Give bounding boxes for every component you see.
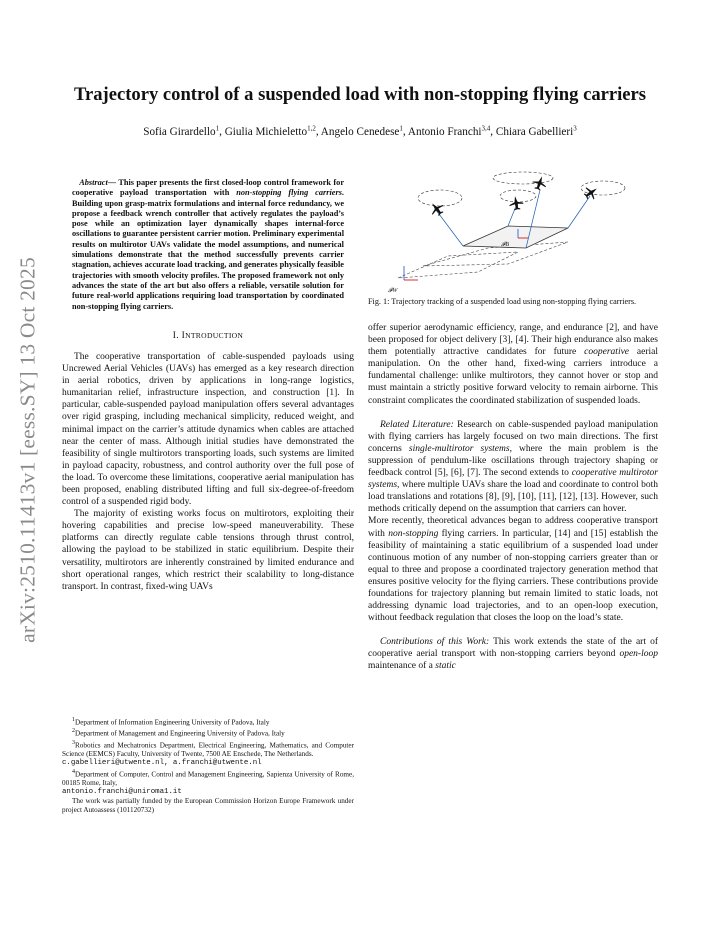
figure-caption: Fig. 1: Trajectory tracking of a suspended load using non-stopping flying carriers. bbox=[368, 297, 637, 306]
fixed-wing-carrier-icon bbox=[427, 199, 447, 219]
footnote: $^3$Robotics and Mechatronics Department, Electrical Engineering, Mathematics, and Computer Science (EEMCS) Faculty, University of Twente, 7500 AE Enschede, The Netherlands. bbox=[62, 739, 354, 758]
carrier-orbit bbox=[581, 181, 625, 195]
arxiv-id: arXiv:2510.11413v1 [eess.SY] 13 Oct 2025 bbox=[15, 257, 40, 643]
world-frame-label: 𝓕W bbox=[388, 288, 398, 294]
figure-1 bbox=[368, 168, 658, 315]
paper-title: Trajectory control of a suspended load with non-stopping flying carriers bbox=[73, 84, 647, 105]
contributions-paragraph: Contributions of this Work: This work extends the state of the art of cooperative aerial transport with non-stopping carriers beyond open-loop maintenance of a static bbox=[368, 637, 658, 672]
arxiv-sidebar-stamp bbox=[8, 230, 48, 670]
section-heading-introduction: I. INTRODUCTION bbox=[172, 330, 244, 341]
body-paragraph: offer superior aerodynamic efficiency, range, and endurance [2], and have been proposed for object delivery [3], [4]. Their high endurance also makes them potentially attractive candidates for future cooperative aerial manipulation. On the other hand, fixed-wing carriers introduce a fundamental challenge: unlike multirotors, they cannot hover or stop and must maintain a strictly positive forward velocity to remain airborne. This constraint complicates the coordinated stabilization of suspended loads. bbox=[368, 323, 658, 406]
cable bbox=[568, 196, 590, 228]
abstract: Abstract— This paper presents the first closed-loop control framework for cooperative payload transportation with non-stopping flying carriers. Building upon grasp-matrix formulations and internal force redundancy, we propose a feedback wrench controller that actively regulates the payload’s pose while an optimization layer dynamically shapes internal-force oscillations to guarantee persistent carrier motion. Preliminary experimental results on multirotor UAVs validate the model assumptions, and numerical simulations demonstrate that the method successfully prevents carrier stagnation, achieves accurate load tracking, and generates physically feasible trajectories with smooth velocity profiles. The proposed framework not only advances the state of the art but also offers a reliable, versatile solution for future real-world applications requiring load transportation by coordinated non-stopping flying carriers. bbox=[72, 178, 344, 311]
related-literature-paragraph: Related Literature: Research on cable-suspended payload manipulation with flying carriers has largely focused on two main directions. The first concerns single-multirotor systems, where the main problem is the suppression of pendulum-like oscillations through trajectory shaping or feedback control [5], [6], [7]. The second extends to cooperative multirotor systems, where multiple UAVs share the load and coordinate to control both load translations and rotations [8], [9], [10], [11], [12], [13]. However, such methods critically depend on the assumption that carriers can hover. bbox=[368, 419, 658, 515]
footnote: $^4$Department of Computer, Control and Management Engineering, Sapienza University of Rome, 00185 Rome, Italy, bbox=[62, 768, 354, 787]
author: Angelo Cenedese$^1$ bbox=[320, 124, 403, 138]
author: Giulia Michieletto$^{1,2}$ bbox=[224, 124, 316, 138]
fixed-wing-carrier-icon bbox=[508, 195, 524, 211]
footnote-email: c.gabellieri@utwente.nl, a.franchi@utwente.nl bbox=[62, 758, 262, 767]
trajectory-illustration bbox=[368, 168, 658, 296]
right-column bbox=[368, 322, 658, 673]
cable bbox=[436, 210, 463, 246]
funding-note: The work was partially funded by the European Commission Horizon Europe Framework under project Autoassess (101120732) bbox=[62, 796, 354, 814]
body-paragraph: More recently, theoretical advances began to address cooperative transport with non-stopping flying carriers. In particular, [14] and [15] establish the feasibility of maintaining a static equilibrium of a suspended load under continuous motion of any number of non-stopping carriers greater than or equal to three and propose a coordinated trajectory generation method that ensures positive velocity for the flying carriers. These contributions provide foundations for trajectory planning but remain limited to static loads, not addressing dynamic load trajectories, and to an open-loop execution, without feedback regulation that closes the loop on the load’s state. bbox=[368, 516, 658, 624]
fixed-wing-carrier-icon bbox=[531, 174, 549, 192]
carrier-orbit bbox=[418, 190, 462, 206]
carrier-orbit bbox=[493, 172, 553, 184]
left-column bbox=[62, 178, 354, 593]
footnotes bbox=[62, 716, 354, 815]
footnote: $^2$Department of Management and Engineering University of Padova, Italy bbox=[72, 728, 285, 738]
author: Chiara Gabellieri$^3$ bbox=[495, 124, 577, 138]
footnote: $^1$Department of Information Engineering University of Padova, Italy bbox=[72, 717, 270, 727]
footnote-email: antonio.franchi@uniroma1.it bbox=[62, 787, 182, 796]
author-list: Sofia Girardello$^1$, Giulia Michieletto$^{1,2}$, Angelo Cenedese$^1$, Antonio Franchi$^{3,4}$, Chiara Gabellieri$^3$ bbox=[143, 124, 577, 138]
body-frame-label: 𝓕B bbox=[501, 242, 510, 248]
suspended-load bbox=[463, 226, 568, 248]
carrier-orbit bbox=[500, 190, 536, 202]
fixed-wing-carrier-icon bbox=[581, 183, 600, 202]
intro-paragraph: The majority of existing works focus on multirotors, exploiting their hovering capabilities and precise low-speed maneuverability. These platforms can directly regulate cable tensions through thrust control, allowing the payload to be stabilized in static equilibrium. Despite their versatility, multirotors are inherently constrained by limited endurance and short operational ranges, which restrict their scalability to long-distance transport. In contrast, fixed-wing UAVs bbox=[62, 509, 354, 592]
intro-paragraph: The cooperative transportation of cable-suspended payloads using Uncrewed Aerial Vehicles (UAVs) has emerged as a key research direction in aerial robotics, driven by applications in long-range logistics, humanitarian relief, infrastructure inspection, and construction [1]. In particular, cable-suspended payload manipulation offers several advantages over rigid grasping, including mechanical simplicity, reduced weight, and minimal impact on the carrier’s attitude dynamics when cables are attached near the center of mass. Although initial studies have demonstrated the feasibility of single multirotors transporting loads, such systems are limited in payload capacity, robustness, and control authority over the full pose of the load. To overcome these limitations, cooperative aerial manipulation has been proposed, enabling distributed lifting and full six-degree-of-freedom control of a suspended rigid body. bbox=[62, 351, 354, 508]
author: Sofia Girardello$^1$ bbox=[143, 124, 220, 138]
cable bbox=[508, 206, 516, 226]
author: Antonio Franchi$^{3,4}$ bbox=[407, 124, 491, 138]
